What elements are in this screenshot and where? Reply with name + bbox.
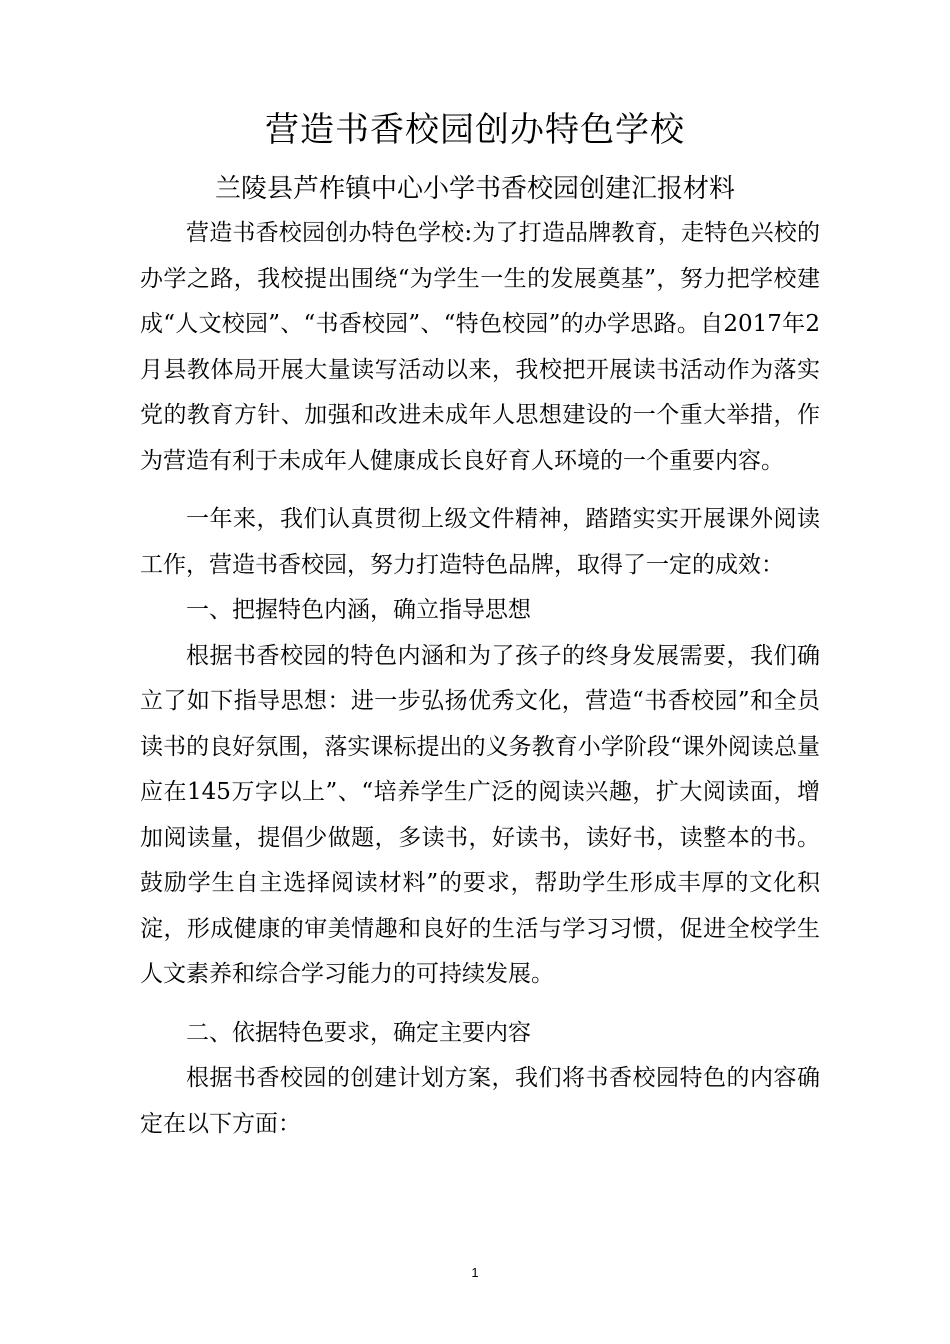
paragraph-main-content: 根据书香校园的创建计划方案，我们将书香校园特色的内容确定在以下方面： (140, 1065, 820, 1137)
section-heading-1: 一、把握特色内涵，确立指导思想 (186, 597, 531, 623)
document-title: 营造书香校园创办特色学校 (265, 110, 685, 150)
page-number: 1 (471, 1265, 479, 1280)
paragraph-guiding-thought: 根据书香校园的特色内涵和为了孩子的终身发展需要，我们确立了如下指导思想：进一步弘扬优秀文化，营造“书香校园”和全员读书的良好氛围，落实课标提出的义务教育小学阶段“课外阅读总量应在145万字以上”、“培养学生广泛的阅读兴趣，扩大阅读面，增加阅读量，提倡少做题，多读书，好读书，读好书，读整本的书。鼓励学生自主选择阅读材料”的要求，帮助学生形成丰厚的文化积淀，形成健康的审美情趣和良好的生活与学习习惯，促进全校学生人文素养和综合学习能力的可持续发展。 (140, 642, 820, 987)
document-body (140, 211, 820, 1147)
section-heading-2: 二、依据特色要求，确定主要内容 (186, 1019, 531, 1046)
document-subtitle: 兰陵县芦柞镇中心小学书香校园创建汇报材料 (214, 174, 735, 204)
paragraph-progress: 一年来，我们认真贯彻上级文件精神，踏踏实实开展课外阅读工作，营造书香校园，努力打造特色品牌，取得了一定的成效： (140, 506, 820, 578)
paragraph-intro: 营造书香校园创办特色学校:为了打造品牌教育，走特色兴校的办学之路，我校提出围绕“为学生一生的发展奠基”，努力把学校建成“人文校园”、“书香校园”、“特色校园”的办学思路。自2017年2月县教体局开展大量读写活动以来，我校把开展读书活动作为落实党的教育方针、加强和改进未成年人思想建设的一个重大举措，作为营造有利于未成年人健康成长良好育人环境的一个重要内容。 (140, 220, 820, 474)
